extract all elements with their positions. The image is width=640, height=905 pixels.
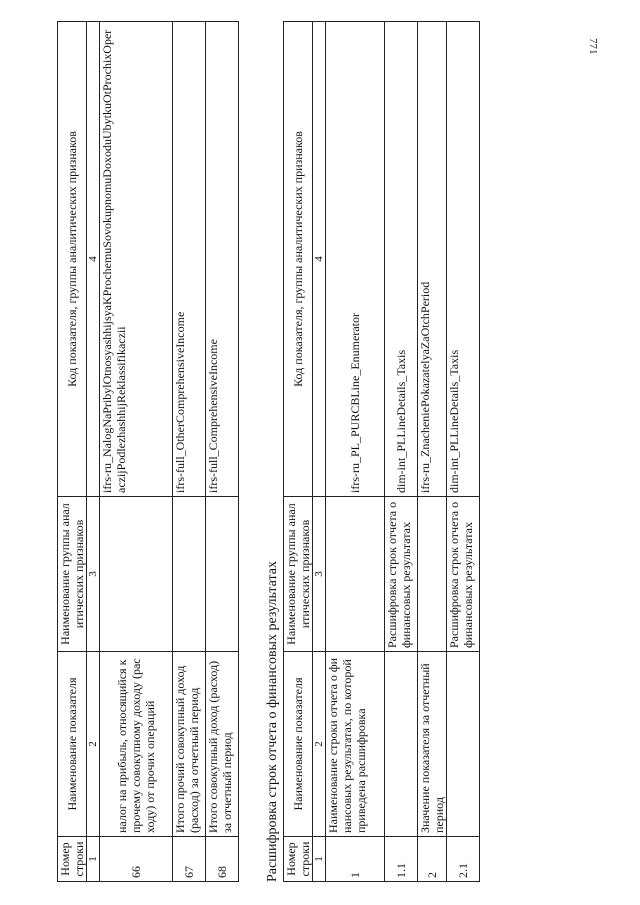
section-caption: Расшифровка строк отчета о финансовых результатах [265,561,280,882]
indicator-name [447,652,480,837]
indicator-name: Итого прочий совокупный доход (расход) за отчетный период [173,652,206,837]
indicators-table [57,21,239,882]
header-code: Код показателя, группы аналитических признаков [58,22,87,497]
group-name [418,497,447,652]
page-number: 771 [587,38,599,55]
indicator-name [385,652,418,837]
row-number: 67 [173,837,206,882]
indicator-code: ifrs-ru_NalogNaPribylOtnosyashhijsyaKProchemuSovokupnomuDoxoduUbytkuOtProchixOperaczijPodlezhashhijReklassifikaczii [100,22,173,497]
row-number: 1 [326,837,385,882]
row-number: 66 [100,837,173,882]
header-indicator-name: Наименование показателя [284,652,313,837]
header-row-number: Номер строки [284,837,313,882]
group-name: Расшифровка строк отчета о финансовых результатах [447,497,480,652]
header-row-number: Номер строки [58,837,87,882]
indicator-code: ifrs-ru_ZnacheniePokazatelyaZaOtchPeriod [418,22,447,497]
col-number: 4 [87,22,100,497]
header-indicator-name: Наименование показателя [58,652,87,837]
indicator-name: налог на прибыль, относящийся к прочему совокупному доходу (расходу) от прочих операций [100,652,173,837]
indicator-code: ifrs-full_ComprehensiveIncome [206,22,239,497]
column-number-row [87,22,100,882]
indicator-code: dim-int_PLLineDetails_Taxis [447,22,480,497]
col-number: 1 [313,837,326,882]
table-row [447,22,480,882]
group-name [206,497,239,652]
header-code: Код показателя, группы аналитических признаков [284,22,313,497]
col-number: 2 [313,652,326,837]
col-number: 2 [87,652,100,837]
table-row [326,22,385,882]
breakdown-table [283,21,480,882]
row-number: 68 [206,837,239,882]
table-row [100,22,173,882]
header-group-name: Наименование группы аналитических признаков [58,497,87,652]
table-row [418,22,447,882]
table-row [385,22,418,882]
group-name: Расшифровка строк отчета о финансовых результатах [385,497,418,652]
row-number: 2 [418,837,447,882]
indicator-name: Итого совокупный доход (расход) за отчетный период [206,652,239,837]
col-number: 3 [87,497,100,652]
table-header-row [58,22,87,882]
rotated-page-content [57,22,587,882]
indicator-name: Значение показателя за отчетный период [418,652,447,837]
indicator-code: ifrs-ru_PL_PURCBLine_Enumerator [326,22,385,497]
table-row [206,22,239,882]
table-row [173,22,206,882]
group-name [173,497,206,652]
col-number: 3 [313,497,326,652]
column-number-row [313,22,326,882]
col-number: 4 [313,22,326,497]
indicator-code: dim-int_PLLineDetails_Taxis [385,22,418,497]
indicator-code: ifrs-full_OtherComprehensiveIncome [173,22,206,497]
indicator-name: Наименование строки отчета о финансовых результатах, по которой приведена расшифровка [326,652,385,837]
group-name [326,497,385,652]
col-number: 1 [87,837,100,882]
row-number: 1.1 [385,837,418,882]
table-header-row [284,22,313,882]
header-group-name: Наименование группы аналитических признаков [284,497,313,652]
group-name [100,497,173,652]
row-number: 2.1 [447,837,480,882]
